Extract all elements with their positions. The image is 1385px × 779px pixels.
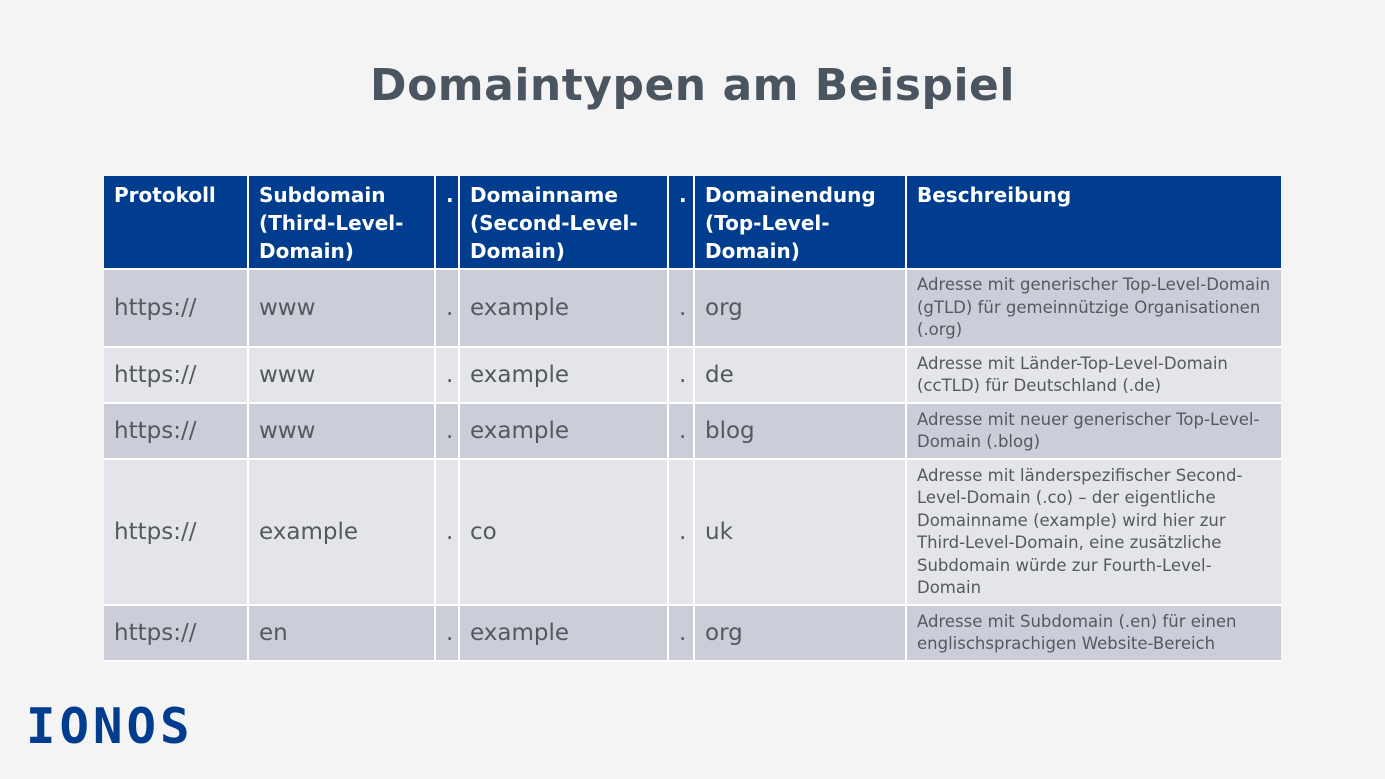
header-dot-2: . [668,176,694,269]
cell-tld: org [694,269,906,347]
cell-domainname: co [459,459,668,605]
cell-subdomain: en [248,605,435,661]
cell-protocol: https:// [104,269,248,347]
table-row [104,459,1281,605]
cell-description: Adresse mit Länder-Top-Level-Domain (ccTLD) für Deutschland (.de) [906,347,1281,403]
table-row [104,605,1281,661]
cell-description: Adresse mit neuer generischer Top-Level-Domain (.blog) [906,403,1281,459]
cell-domainname: example [459,605,668,661]
cell-domainname: example [459,347,668,403]
cell-dot: . [668,605,694,661]
cell-tld: uk [694,459,906,605]
cell-dot: . [435,347,459,403]
table-row [104,347,1281,403]
header-protocol: Protokoll [104,176,248,269]
cell-dot: . [668,347,694,403]
cell-dot: . [435,403,459,459]
cell-tld: de [694,347,906,403]
cell-tld: org [694,605,906,661]
table-row [104,269,1281,347]
cell-protocol: https:// [104,347,248,403]
domain-examples-table [104,176,1281,662]
ionos-logo: IONOS [26,698,194,755]
header-subdomain: Subdomain (Third-Level-Domain) [248,176,435,269]
cell-description: Adresse mit generischer Top-Level-Domain (gTLD) für gemeinnützige Organisationen (.org) [906,269,1281,347]
cell-subdomain: www [248,347,435,403]
cell-domainname: example [459,403,668,459]
cell-description: Adresse mit länderspezifischer Second-Level-Domain (.co) – der eigentliche Domainname (example) wird hier zur Third-Level-Domain, eine zusätzliche Subdomain würde zur Fourth-Level-Domain [906,459,1281,605]
cell-dot: . [668,269,694,347]
cell-subdomain: example [248,459,435,605]
header-domainname: Domainname (Second-Level-Domain) [459,176,668,269]
cell-protocol: https:// [104,403,248,459]
header-description: Beschreibung [906,176,1281,269]
cell-dot: . [668,459,694,605]
cell-protocol: https:// [104,459,248,605]
cell-dot: . [435,605,459,661]
table-header-row [104,176,1281,269]
cell-dot: . [435,269,459,347]
cell-domainname: example [459,269,668,347]
cell-subdomain: www [248,269,435,347]
header-tld: Domainendung (Top-Level-Domain) [694,176,906,269]
cell-protocol: https:// [104,605,248,661]
cell-description: Adresse mit Subdomain (.en) für einen englischsprachigen Website-Bereich [906,605,1281,661]
cell-tld: blog [694,403,906,459]
cell-subdomain: www [248,403,435,459]
table-row [104,403,1281,459]
page-title: Domaintypen am Beispiel [370,60,1015,111]
header-dot-1: . [435,176,459,269]
cell-dot: . [668,403,694,459]
cell-dot: . [435,459,459,605]
